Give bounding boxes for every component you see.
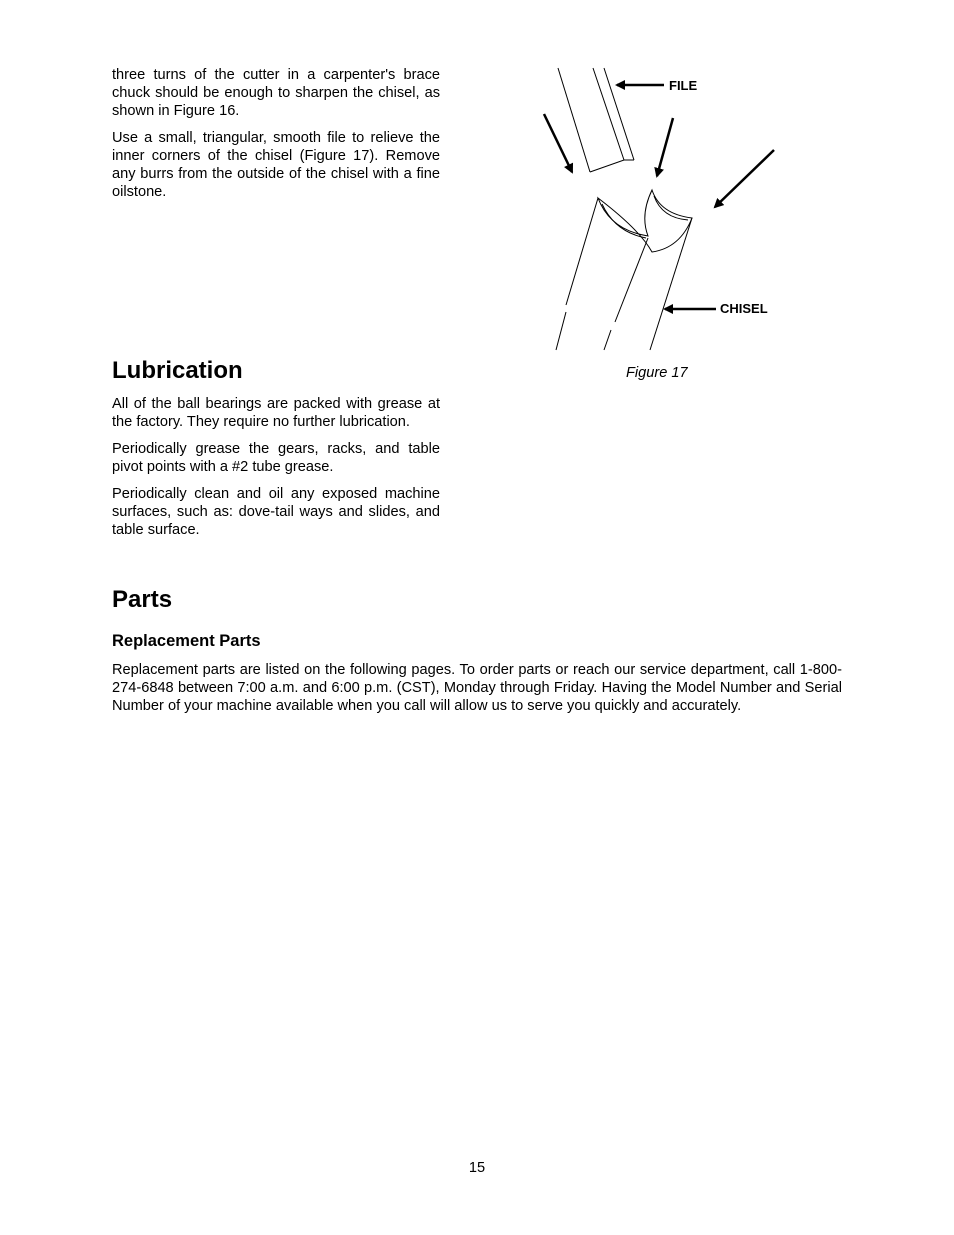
page-number: 15	[468, 1160, 486, 1176]
lubrication-paragraph-2: Periodically grease the gears, racks, and table pivot points with a #2 tube grease.	[112, 441, 440, 475]
intro-section	[112, 66, 440, 210]
parts-heading: Parts	[112, 586, 173, 613]
replacement-parts-heading: Replacement Parts	[112, 632, 261, 650]
lubrication-section	[112, 395, 440, 548]
file-drawing	[558, 68, 634, 172]
figure-17-illustration	[520, 60, 820, 360]
lubrication-paragraph-1: All of the ball bearings are packed with grease at the factory. They require no further lubrication.	[112, 396, 440, 430]
arrows	[544, 85, 774, 309]
replacement-parts-paragraph: Replacement parts are listed on the following pages. To order parts or reach our service department, call 1-800-274-6848 between 7:00 a.m. and 6:00 p.m. (CST), Monday through Friday. Having the Model Number and Serial Number of your machine available when you call will allow us to serve you quickly and accurately.	[112, 662, 842, 714]
chisel-label: CHISEL	[720, 301, 768, 316]
figure-caption: Figure 17	[626, 365, 688, 381]
chisel-drawing	[556, 190, 692, 350]
intro-paragraph-1: three turns of the cutter in a carpenter's brace chuck should be enough to sharpen the chisel, as shown in Figure 16.	[112, 67, 440, 119]
intro-paragraph-2: Use a small, triangular, smooth file to relieve the inner corners of the chisel (Figure 17). Remove any burrs from the outside of the chisel with a fine oilstone.	[112, 130, 440, 200]
lubrication-heading: Lubrication	[112, 357, 243, 384]
file-label: FILE	[669, 78, 698, 93]
lubrication-paragraph-3: Periodically clean and oil any exposed machine surfaces, such as: dove-tail ways and slides, and table surface.	[112, 486, 440, 538]
replacement-parts-section	[112, 661, 842, 715]
